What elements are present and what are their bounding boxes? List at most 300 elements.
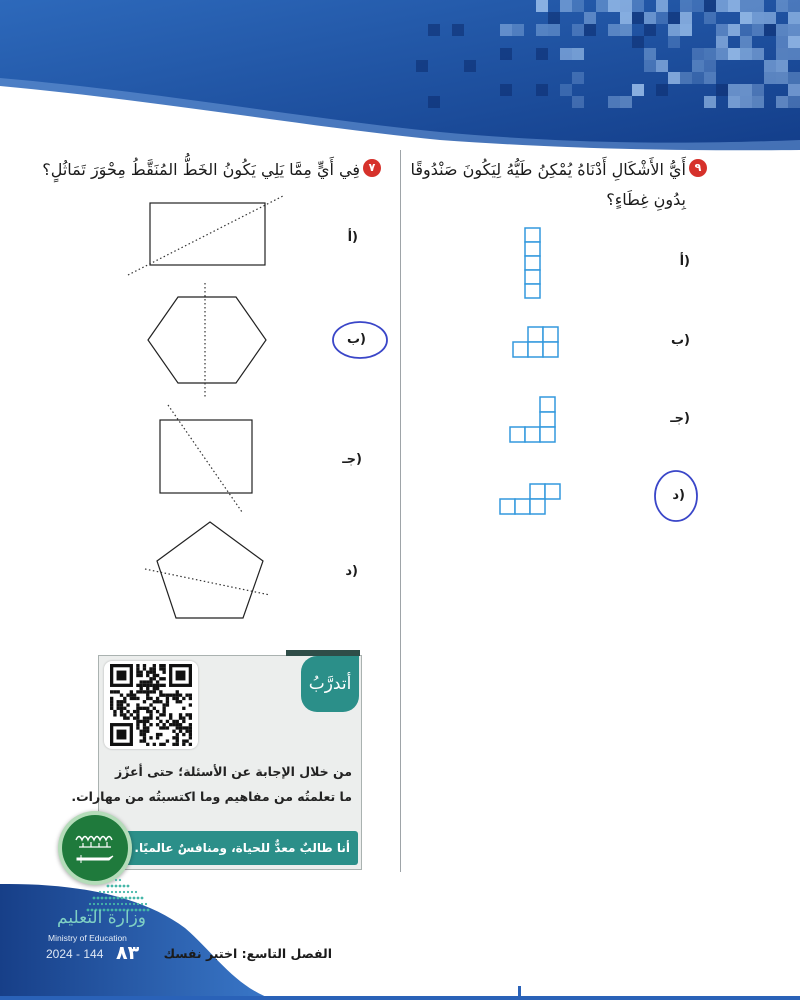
- qr-module: [153, 743, 156, 746]
- logo-dot: [97, 903, 99, 905]
- qr-module: [143, 730, 146, 733]
- net-square: [500, 499, 515, 514]
- qr-module: [120, 694, 123, 697]
- logo-dot: [121, 903, 123, 905]
- q7-option-b-label: ب): [346, 332, 366, 347]
- qr-module: [126, 694, 129, 697]
- qr-module: [185, 730, 188, 733]
- qr-module: [133, 697, 136, 700]
- qr-module: [156, 700, 159, 703]
- net-square: [545, 484, 560, 499]
- qr-module: [140, 674, 143, 677]
- logo-dot: [109, 903, 111, 905]
- qr-module: [133, 694, 136, 697]
- qr-module: [136, 667, 139, 670]
- logo-dot: [137, 903, 139, 905]
- qr-module: [169, 713, 172, 716]
- qr-module: [182, 720, 185, 723]
- qr-module: [130, 690, 133, 693]
- qr-module: [176, 694, 179, 697]
- logo-dot: [133, 897, 136, 900]
- qr-module: [162, 671, 165, 674]
- qr-module: [156, 680, 159, 683]
- question-9-text-line2: بِدُونِ غِطَاءٍ؟: [606, 190, 686, 209]
- qr-module: [162, 713, 165, 716]
- qr-module: [156, 684, 159, 687]
- qr-module: [162, 710, 165, 713]
- qr-module: [140, 680, 143, 683]
- qr-module: [172, 694, 175, 697]
- qr-module: [146, 716, 149, 719]
- net-square: [543, 342, 558, 357]
- qr-module: [159, 743, 162, 746]
- qr-module: [156, 733, 159, 736]
- qr-module: [179, 730, 182, 733]
- question-9-number: ٩: [689, 159, 707, 177]
- qr-module: [146, 720, 149, 723]
- logo-dot: [109, 897, 112, 900]
- qr-module: [113, 713, 116, 716]
- q7-figure-b-hexagon: [148, 283, 266, 398]
- q7-figure-d-pentagon: [145, 522, 270, 618]
- logo-dot: [129, 903, 131, 905]
- qr-module: [143, 680, 146, 683]
- question-9-text-line1: أَيُّ الأَشْكَالِ أَدْنَاهُ يُمْكِنُ طَيُّهُ لِيَكُونَ صَنْدُوقًا: [410, 160, 686, 179]
- qr-module: [182, 739, 185, 742]
- logo-dot: [89, 903, 91, 905]
- qr-module: [153, 690, 156, 693]
- logo-dot: [119, 891, 121, 893]
- logo-dot: [119, 885, 122, 888]
- footer-line: [0, 996, 800, 1000]
- qr-module: [176, 739, 179, 742]
- qr-module: [185, 726, 188, 729]
- logo-dot: [145, 903, 147, 905]
- qr-module: [149, 667, 152, 670]
- qr-module: [117, 690, 120, 693]
- logo-dot: [103, 891, 105, 893]
- q7-option-c-label: جـ): [342, 452, 362, 467]
- qr-module: [146, 671, 149, 674]
- net-square: [540, 427, 555, 442]
- qr-module: [146, 710, 149, 713]
- qr-module: [153, 664, 156, 667]
- qr-module: [176, 697, 179, 700]
- qr-module: [176, 733, 179, 736]
- qr-module: [149, 703, 152, 706]
- qr-module: [159, 720, 162, 723]
- q7-option-d-label: د): [345, 564, 358, 579]
- qr-module: [123, 713, 126, 716]
- qr-module: [113, 710, 116, 713]
- qr-module: [123, 700, 126, 703]
- qr-module: [143, 684, 146, 687]
- rectangle-shape: [160, 420, 252, 493]
- qr-module: [113, 690, 116, 693]
- q9-option-b-label: ب): [670, 333, 690, 348]
- logo-dot: [93, 897, 96, 900]
- pentagon-shape: [157, 522, 263, 618]
- qr-module: [136, 713, 139, 716]
- qr-module: [136, 720, 139, 723]
- qr-module: [179, 726, 182, 729]
- qr-module: [146, 730, 149, 733]
- slogan-text: أنا طالبٌ معدٌّ للحياة، ومنافسٌ عالميًا.: [134, 841, 350, 855]
- qr-module: [185, 713, 188, 716]
- qr-module: [162, 664, 165, 667]
- qr-code-icon: [110, 664, 192, 746]
- qr-module: [172, 720, 175, 723]
- qr-module: [149, 671, 152, 674]
- qr-module: [136, 674, 139, 677]
- qr-module: [110, 690, 113, 693]
- qr-module: [136, 697, 139, 700]
- qr-module: [189, 703, 192, 706]
- qr-module: [120, 710, 123, 713]
- qr-module: [143, 707, 146, 710]
- qr-module: [182, 743, 185, 746]
- footer-tick: [518, 986, 521, 998]
- qr-module: [133, 716, 136, 719]
- qr-module: [143, 739, 146, 742]
- qr-module: [146, 694, 149, 697]
- qr-module: [172, 730, 175, 733]
- qr-module: [136, 703, 139, 706]
- q9-net-d: [500, 484, 560, 514]
- net-square: [528, 327, 543, 342]
- qr-module: [159, 713, 162, 716]
- qr-module: [189, 716, 192, 719]
- qr-module: [149, 680, 152, 683]
- qr-module: [159, 690, 162, 693]
- dotted-line: [128, 196, 283, 275]
- qr-module: [162, 694, 165, 697]
- qr-module: [149, 684, 152, 687]
- qr-module: [146, 707, 149, 710]
- logo-dot: [133, 903, 135, 905]
- logo-dot: [123, 891, 125, 893]
- qr-module: [149, 713, 152, 716]
- logo-dot: [111, 891, 113, 893]
- qr-module: [143, 690, 146, 693]
- qr-module: [156, 710, 159, 713]
- qr-module: [149, 736, 152, 739]
- page-number: ٨٣: [116, 942, 140, 964]
- qr-module: [159, 700, 162, 703]
- practice-text-line2: ما تعلمتُه من مفاهيم وما اكتسبتُه من مهارات.: [71, 789, 352, 804]
- qr-module: [123, 716, 126, 719]
- qr-module: [143, 664, 146, 667]
- qr-module: [123, 707, 126, 710]
- logo-dot: [127, 885, 130, 888]
- qr-module: [140, 690, 143, 693]
- qr-module: [156, 736, 159, 739]
- net-square: [515, 499, 530, 514]
- qr-module: [166, 726, 169, 729]
- q9-option-c-label: جـ): [670, 411, 690, 426]
- qr-module: [189, 697, 192, 700]
- q9-option-a-label: أ): [679, 254, 690, 269]
- qr-module: [159, 694, 162, 697]
- qr-module: [172, 723, 175, 726]
- qr-module: [182, 716, 185, 719]
- net-square: [525, 270, 540, 284]
- qr-module: [153, 684, 156, 687]
- qr-module: [179, 723, 182, 726]
- qr-module: [176, 690, 179, 693]
- qr-module: [159, 667, 162, 670]
- qr-module: [153, 667, 156, 670]
- q7-figure-c-rectangle: [160, 405, 252, 512]
- qr-module: [140, 687, 143, 690]
- qr-module: [140, 707, 143, 710]
- qr-module: [143, 736, 146, 739]
- q9-net-a: [525, 228, 540, 298]
- qr-module: [133, 710, 136, 713]
- qr-module: [185, 694, 188, 697]
- logo-dot: [125, 903, 127, 905]
- qr-module: [153, 677, 156, 680]
- qr-module: [189, 726, 192, 729]
- qr-module: [143, 723, 146, 726]
- logo-dot: [97, 897, 100, 900]
- qr-module: [162, 707, 165, 710]
- qr-module: [136, 723, 139, 726]
- logo-dot: [111, 885, 114, 888]
- qr-module: [166, 700, 169, 703]
- qr-module: [162, 726, 165, 729]
- qr-module: [149, 723, 152, 726]
- qr-module: [149, 690, 152, 693]
- logo-dot: [137, 897, 140, 900]
- qr-module: [156, 674, 159, 677]
- qr-module: [189, 730, 192, 733]
- logo-dot: [117, 903, 119, 905]
- qr-module: [156, 687, 159, 690]
- edition-year: 2024 - 144: [46, 947, 104, 961]
- qr-module: [182, 733, 185, 736]
- qr-module: [140, 733, 143, 736]
- dotted-line: [168, 405, 242, 512]
- qr-module: [176, 700, 179, 703]
- logo-dot: [131, 891, 133, 893]
- logo-dot: [127, 891, 129, 893]
- qr-module: [162, 743, 165, 746]
- qr-module: [136, 716, 139, 719]
- logo-dot: [115, 885, 118, 888]
- qr-module: [162, 677, 165, 680]
- qr-module: [117, 707, 120, 710]
- qr-module: [166, 694, 169, 697]
- logo-dot: [101, 903, 103, 905]
- net-square: [540, 412, 555, 427]
- logo-dot: [105, 903, 107, 905]
- qr-finder: [117, 671, 127, 681]
- logo-dot: [129, 897, 132, 900]
- qr-module: [143, 726, 146, 729]
- qr-module: [189, 736, 192, 739]
- qr-module: [179, 694, 182, 697]
- qr-module: [136, 707, 139, 710]
- qr-module: [189, 713, 192, 716]
- qr-module: [143, 716, 146, 719]
- qr-module: [146, 684, 149, 687]
- qr-module: [126, 710, 129, 713]
- qr-module: [179, 716, 182, 719]
- question-7-number: ٧: [363, 159, 381, 177]
- qr-module: [166, 720, 169, 723]
- logo-dot: [123, 885, 126, 888]
- qr-module: [117, 700, 120, 703]
- qr-module: [153, 707, 156, 710]
- qr-module: [149, 677, 152, 680]
- qr-module: [153, 674, 156, 677]
- qr-module: [120, 713, 123, 716]
- net-square: [540, 397, 555, 412]
- qr-module: [130, 694, 133, 697]
- qr-module: [140, 739, 143, 742]
- net-square: [525, 427, 540, 442]
- qr-module: [166, 739, 169, 742]
- qr-module: [153, 700, 156, 703]
- logo-dot: [135, 891, 137, 893]
- qr-module: [136, 690, 139, 693]
- net-square: [525, 228, 540, 242]
- qr-module: [172, 736, 175, 739]
- qr-module: [143, 720, 146, 723]
- qr-module: [149, 710, 152, 713]
- logo-dot: [107, 891, 109, 893]
- net-square: [513, 342, 528, 357]
- qr-module: [146, 687, 149, 690]
- qr-module: [146, 674, 149, 677]
- qr-module: [189, 723, 192, 726]
- net-square: [510, 427, 525, 442]
- qr-module: [140, 720, 143, 723]
- qr-module: [136, 726, 139, 729]
- q9-option-d-label: د): [672, 488, 685, 503]
- qr-module: [140, 730, 143, 733]
- logo-dot: [99, 891, 101, 893]
- logo-dot: [141, 903, 143, 905]
- qr-module: [149, 716, 152, 719]
- ministry-name-arabic: وزارة التعليم: [57, 908, 146, 928]
- qr-module: [159, 664, 162, 667]
- qr-finder: [176, 671, 186, 681]
- qr-module: [172, 697, 175, 700]
- question-7-text: فِي أَيٍّ مِمَّا يَلِي يَكُونُ الخَطُّ المُنَقَّطُ مِحْوَرَ تَمَاثُلٍ؟: [42, 160, 360, 179]
- qr-module: [189, 733, 192, 736]
- qr-module: [110, 700, 113, 703]
- qr-module: [136, 684, 139, 687]
- chapter-title: الفصل التاسع: اختبر نفسك: [163, 946, 332, 961]
- qr-module: [146, 680, 149, 683]
- qr-module: [140, 671, 143, 674]
- qr-module: [189, 694, 192, 697]
- qr-module: [159, 726, 162, 729]
- qr-module: [176, 743, 179, 746]
- net-square: [530, 499, 545, 514]
- qr-module: [169, 694, 172, 697]
- qr-module: [162, 703, 165, 706]
- qr-module: [159, 684, 162, 687]
- q7-option-a-label: أ): [347, 230, 358, 245]
- qr-module: [110, 703, 113, 706]
- qr-module: [136, 671, 139, 674]
- logo-dot: [147, 909, 150, 912]
- qr-module: [172, 743, 175, 746]
- logo-dot: [113, 903, 115, 905]
- logo-dot: [105, 897, 108, 900]
- qr-module: [176, 736, 179, 739]
- qr-module: [159, 733, 162, 736]
- net-square: [525, 256, 540, 270]
- qr-module: [146, 690, 149, 693]
- qr-module: [126, 716, 129, 719]
- qr-module: [176, 720, 179, 723]
- qr-module: [117, 703, 120, 706]
- q7-figure-a-rectangle: [128, 196, 283, 275]
- hexagon-shape: [148, 297, 266, 383]
- qr-module: [110, 697, 113, 700]
- qr-module: [146, 743, 149, 746]
- qr-module: [156, 723, 159, 726]
- qr-module: [143, 700, 146, 703]
- qr-module: [189, 743, 192, 746]
- qr-module: [156, 716, 159, 719]
- qr-module: [153, 671, 156, 674]
- logo-dot: [113, 897, 116, 900]
- qr-module: [126, 703, 129, 706]
- practice-text-line1: من خلال الإجابة عن الأسئلة؛ حتى أعزّز: [114, 764, 352, 779]
- qr-module: [140, 684, 143, 687]
- logo-dot: [93, 903, 95, 905]
- qr-module: [176, 723, 179, 726]
- qr-module: [182, 726, 185, 729]
- qr-module: [162, 684, 165, 687]
- qr-module: [120, 703, 123, 706]
- qr-module: [185, 739, 188, 742]
- qr-module: [166, 697, 169, 700]
- logo-dot: [115, 891, 117, 893]
- q9-net-b: [513, 327, 558, 357]
- qr-module: [123, 697, 126, 700]
- practice-tab: أتدرَّبُ: [301, 656, 359, 712]
- qr-module: [143, 667, 146, 670]
- q9-net-c: [510, 397, 555, 442]
- qr-module: [149, 697, 152, 700]
- qr-module: [120, 700, 123, 703]
- qr-module: [136, 664, 139, 667]
- qr-module: [153, 687, 156, 690]
- qr-module: [110, 707, 113, 710]
- qr-module: [166, 703, 169, 706]
- qr-finder: [117, 730, 127, 740]
- qr-module: [136, 710, 139, 713]
- logo-dot: [117, 897, 120, 900]
- net-square: [525, 284, 540, 298]
- qr-module: [120, 707, 123, 710]
- qr-module: [143, 733, 146, 736]
- qr-module: [146, 726, 149, 729]
- net-square: [525, 242, 540, 256]
- logo-dot: [101, 897, 104, 900]
- net-square: [530, 484, 545, 499]
- qr-module: [156, 697, 159, 700]
- qr-module: [182, 697, 185, 700]
- logo-dot: [115, 879, 117, 881]
- qr-module: [176, 726, 179, 729]
